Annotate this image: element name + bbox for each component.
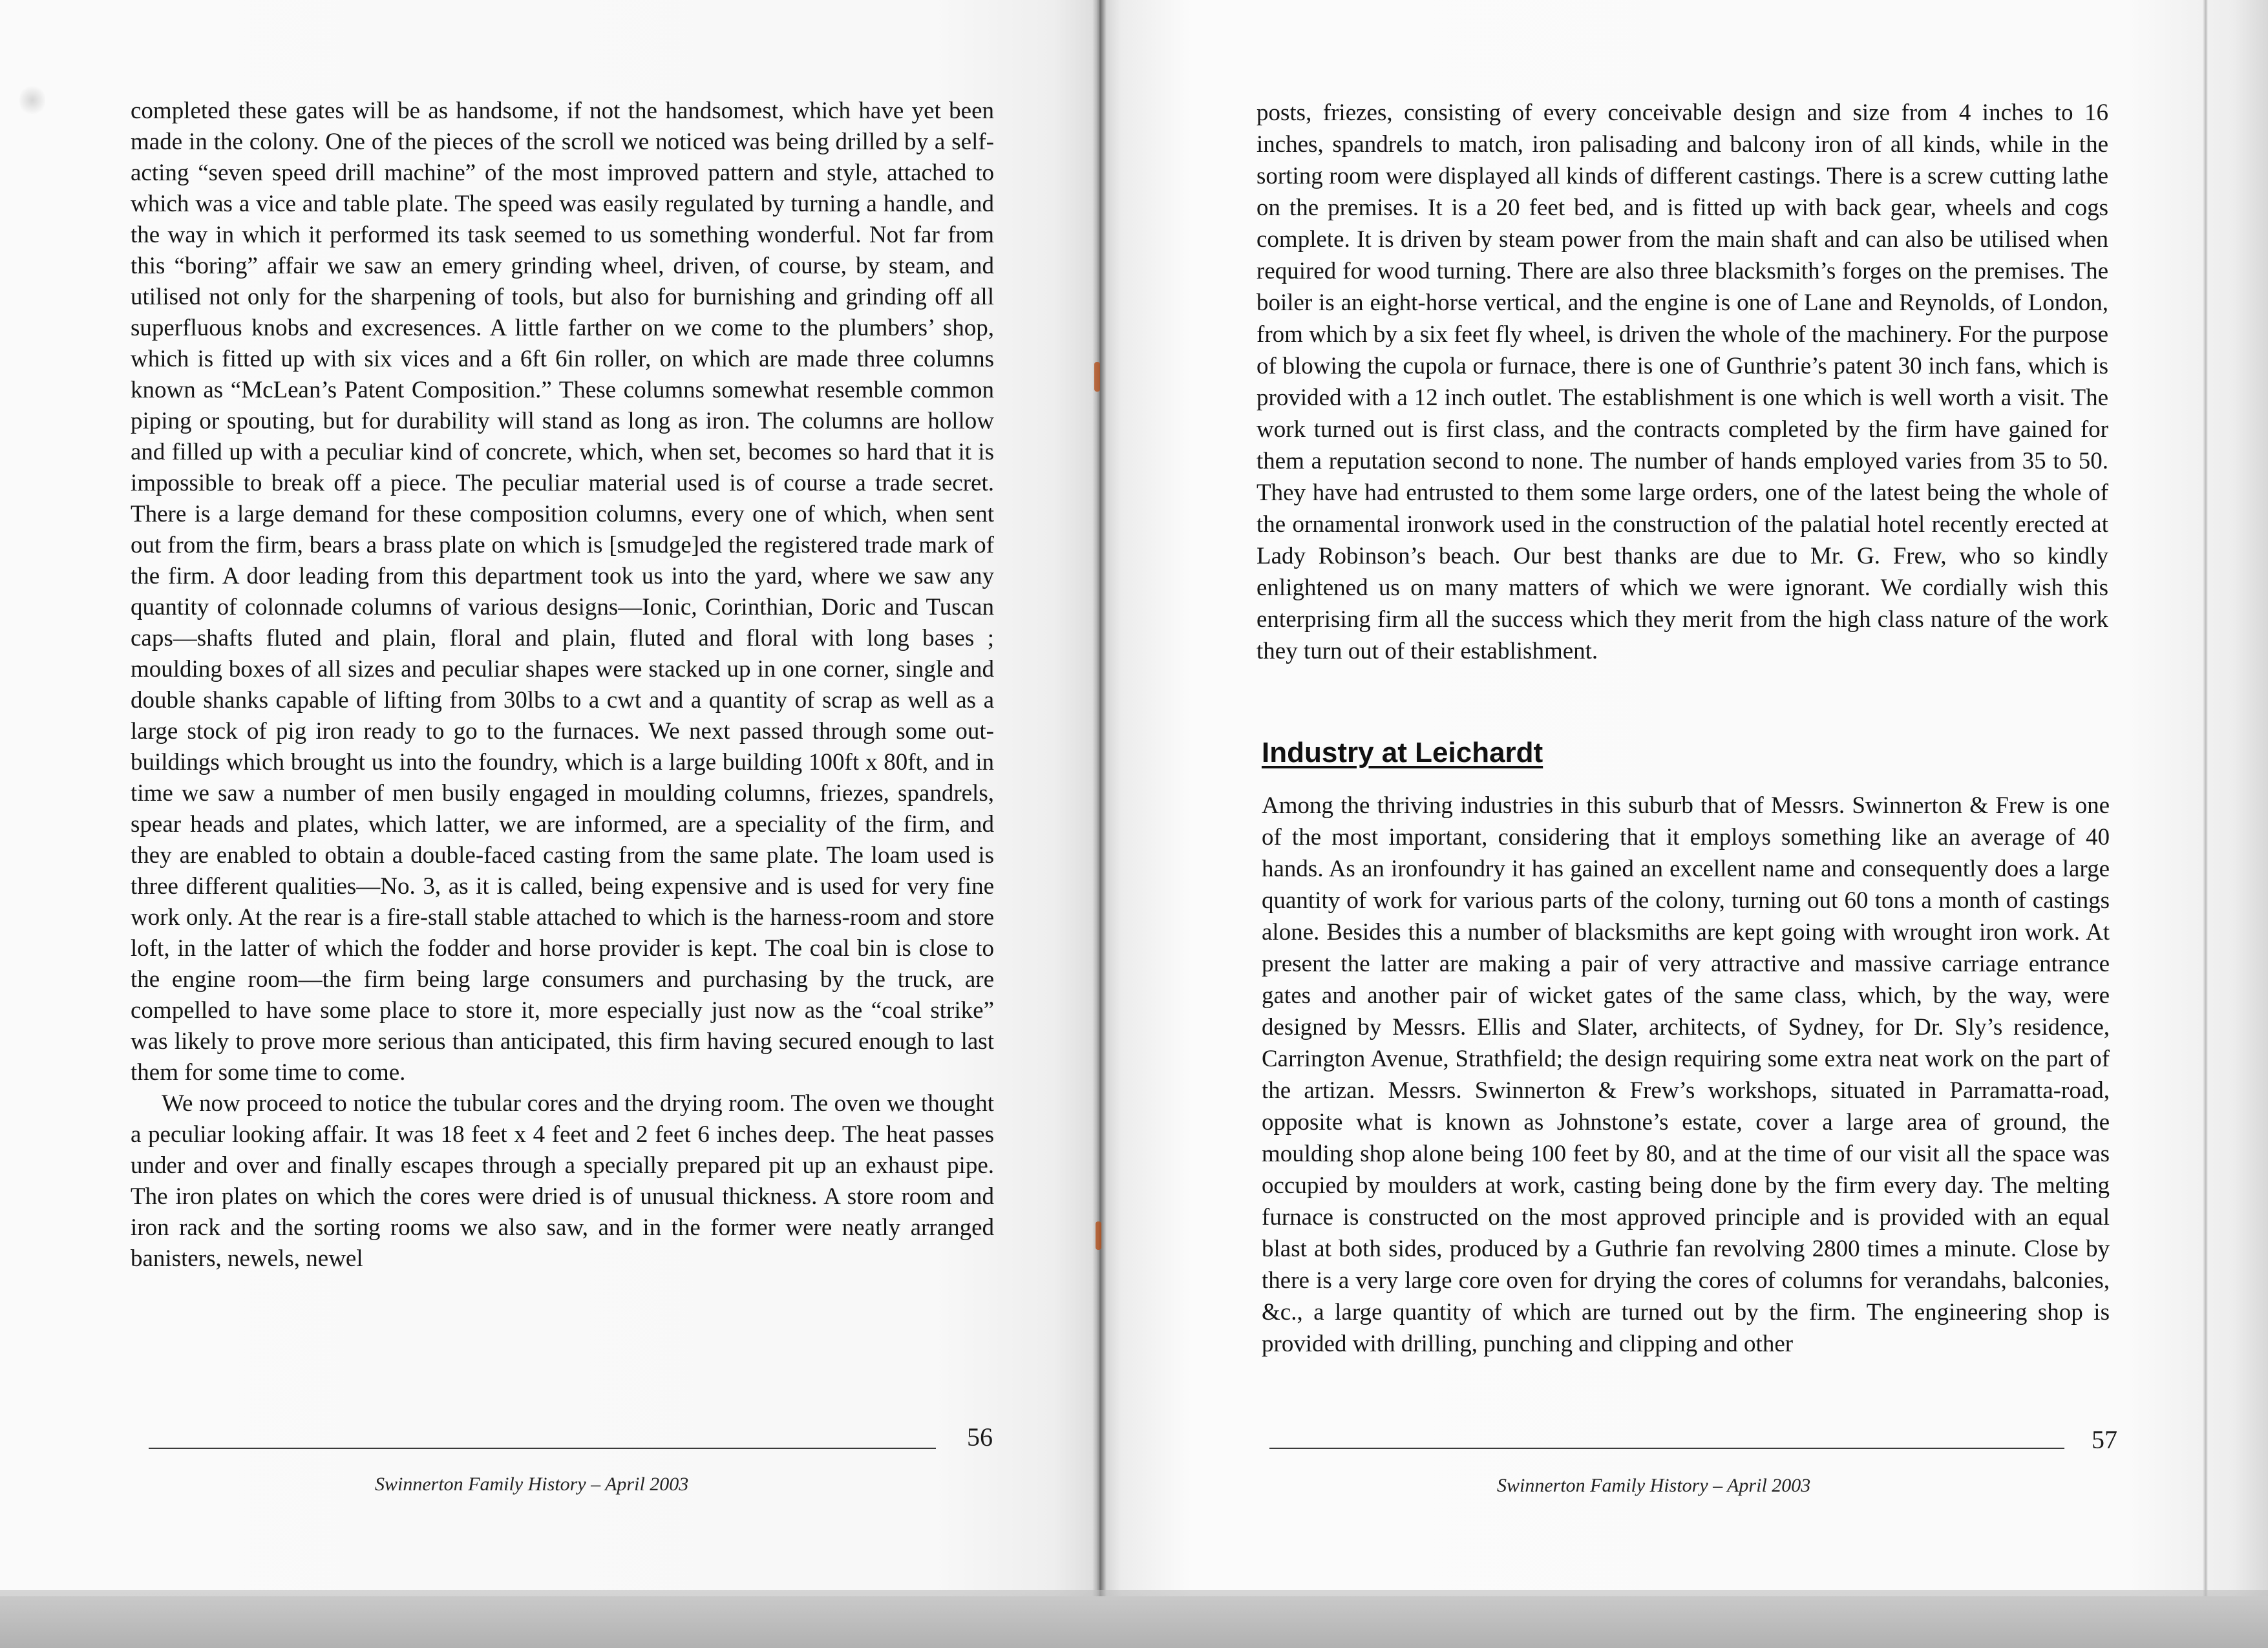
left-page-body: [131, 96, 994, 1274]
binding-staple-mark-top: [1094, 362, 1100, 392]
right-page-continued-body: [1256, 97, 2108, 667]
left-paragraph-2: We now proceed to notice the tubular cores and the drying room. The oven we thought a peculiar looking affair. It was 18 feet x 4 feet and 2 feet 6 inches deep. The heat passes under and over and finally escapes through a specially prepared pit up an exhaust pipe. The iron plates on which the cores were dried is of unusual thickness. A store room and iron rack and the sorting rooms we also saw, and in the former were neatly arranged banisters, newels, newel: [131, 1090, 994, 1272]
scan-smudge: [19, 84, 45, 116]
left-page-number: 56: [967, 1422, 993, 1452]
left-footer-rule: [149, 1448, 936, 1449]
right-page-number: 57: [2092, 1425, 2117, 1454]
page-edge-shadow: [2203, 0, 2208, 1596]
right-page-footer: Swinnerton Family History – April 2003: [1497, 1475, 1811, 1496]
left-page-footer: Swinnerton Family History – April 2003: [375, 1474, 689, 1495]
right-paragraph-section: Among the thriving industries in this suburb that of Messrs. Swinnerton & Frew is one of the most important, considering that it employs something like an average of 40 hands. As an ironfoundry it has gained an excellent name and consequently does a large quantity of work for various parts of the colony, turning out 60 tons a month of castings alone. Besides this a number of blacksmiths are kept going with wrought iron work. At present the latter are making a pair of very attractive and massive carriage entrance gates and another pair of wicket gates of the same class, which, by the way, were designed by Messrs. Ellis and Slater, architects, of Sydney, for Dr. Sly’s residence, Carrington Avenue, Strathfield; the design requiring some extra neat work on the part of the artizan. Messrs. Swinnerton & Frew’s workshops, situated in Parramatta-road, opposite what is known as Johnstone’s estate, cover a large area of ground, the moulding shop alone being 100 feet by 80, and at the time of our visit all the space was occupied by moulders at work, casting being done by the firm every day. The melting furnace is constructed on the most approved principle and is provided with an equal blast at both sides, produced by a Guthrie fan revolving 2800 times a minute. Close by there is a very large core oven for drying the cores of columns for verandahs, balconies, &c., a large quantity of which are turned out by the firm. The engineering shop is provided with drilling, punching and clipping and other: [1262, 792, 2110, 1357]
scanner-bottom-shadow: [0, 1590, 2268, 1648]
right-footer-rule: [1269, 1448, 2064, 1449]
section-heading: Industry at Leichardt: [1262, 737, 1543, 768]
book-gutter: [1092, 0, 1107, 1596]
left-paragraph-1: completed these gates will be as handsome, if not the handsomest, which have yet been made in the colony. One of the pieces of the scroll we noticed was being drilled by a self-acting “seven speed drill machine” of the most improved pattern and style, attached to which was a vice and table plate. The speed was easily regulated by turning a handle, and the way in which it performed its task seemed to us something wonderful. Not far from this “boring” affair we saw an emery grinding wheel, driven, of course, by steam, and utilised not only for the sharpening of tools, but also for burnishing and grinding off all superfluous knobs and excresences. A little farther on we come to the plumbers’ shop, which is fitted up with six vices and a 6ft 6in roller, on which are made three columns known as “McLean’s Patent Composition.” These columns somewhat resemble common piping or spouting, but for durability will stand as long as iron. The columns are hollow and filled up with a peculiar kind of concrete, which, when set, becomes so hard that it is impossible to break off a piece. The peculiar material used is of course a trade secret. There is a large demand for these composition columns, every one of which, when sent out from the firm, bears a brass plate on which is [smudge]ed the registered trade mark of the firm. A door leading from this department took us into the yard, where we saw any quantity of colonnade columns of various designs—Ionic, Corinthian, Doric and Tuscan caps—shafts fluted and plain, floral and plain, fluted and floral with long bases ; moulding boxes of all sizes and peculiar shapes were stacked up in one corner, single and double shanks capable of lifting from 30lbs to a cwt and a quantity of scrap as well as a large stock of pig iron ready to go to the furnaces. We next passed through some out-buildings which brought us into the foundry, which is a large building 100ft x 80ft, and in time we saw a number of men busily engaged in moulding columns, friezes, spandrels, spear heads and plates, which latter, we are informed, are a speciality of the firm, and they are enabled to obtain a double-faced casting from the same plate. The loam used is three different qualities—No. 3, as it is called, being expensive and is used for very fine work only. At the rear is a fire-stall stable attached to which is the harness-room and store loft, in the latter of which the fodder and horse provider is kept. The coal bin is close to the engine room—the firm being large consumers and purchasing by the truck, are compelled to have some place to store it, more especially just now as the “coal strike” was likely to prove more serious than anticipated, this firm having secured enough to last them for some time to come.: [131, 98, 994, 1086]
binding-staple-mark-bottom: [1096, 1221, 1101, 1250]
right-page-section-body: [1262, 790, 2110, 1360]
right-paragraph-continued: posts, friezes, consisting of every conceivable design and size from 4 inches to 16 inches, spandrels to match, iron palisading and balcony iron of all kinds, while in the sorting room were displayed all kinds of different castings. There is a screw cutting lathe on the premises. It is a 20 feet bed, and is fitted up with back gear, wheels and cogs complete. It is driven by steam power from the main shaft and can also be utilised when required for wood turning. There are also three blacksmith’s forges on the premises. The boiler is an eight-horse vertical, and the engine is one of Lane and Reynolds, of London, from which by a six feet fly wheel, is driven the whole of the machinery. For the purpose of blowing the cupola or furnace, there is one of Gunthrie’s patent 30 inch fans, which is provided with a 12 inch outlet. The establishment is one which is well worth a visit. The work turned out is first class, and the contracts completed by the firm have gained for them a reputation second to none. The number of hands employed varies from 35 to 50. They have had entrusted to them some large orders, one of the latest being the whole of the ornamental ironwork used in the construction of the palatial hotel recently erected at Lady Robinson’s beach. Our best thanks are due to Mr. G. Frew, who so kindly enlightened us on many matters of which we were ignorant. We cordially wish this enterprising firm all the success which they merit from the high class nature of the work they turn out of their establishment.: [1256, 100, 2108, 664]
